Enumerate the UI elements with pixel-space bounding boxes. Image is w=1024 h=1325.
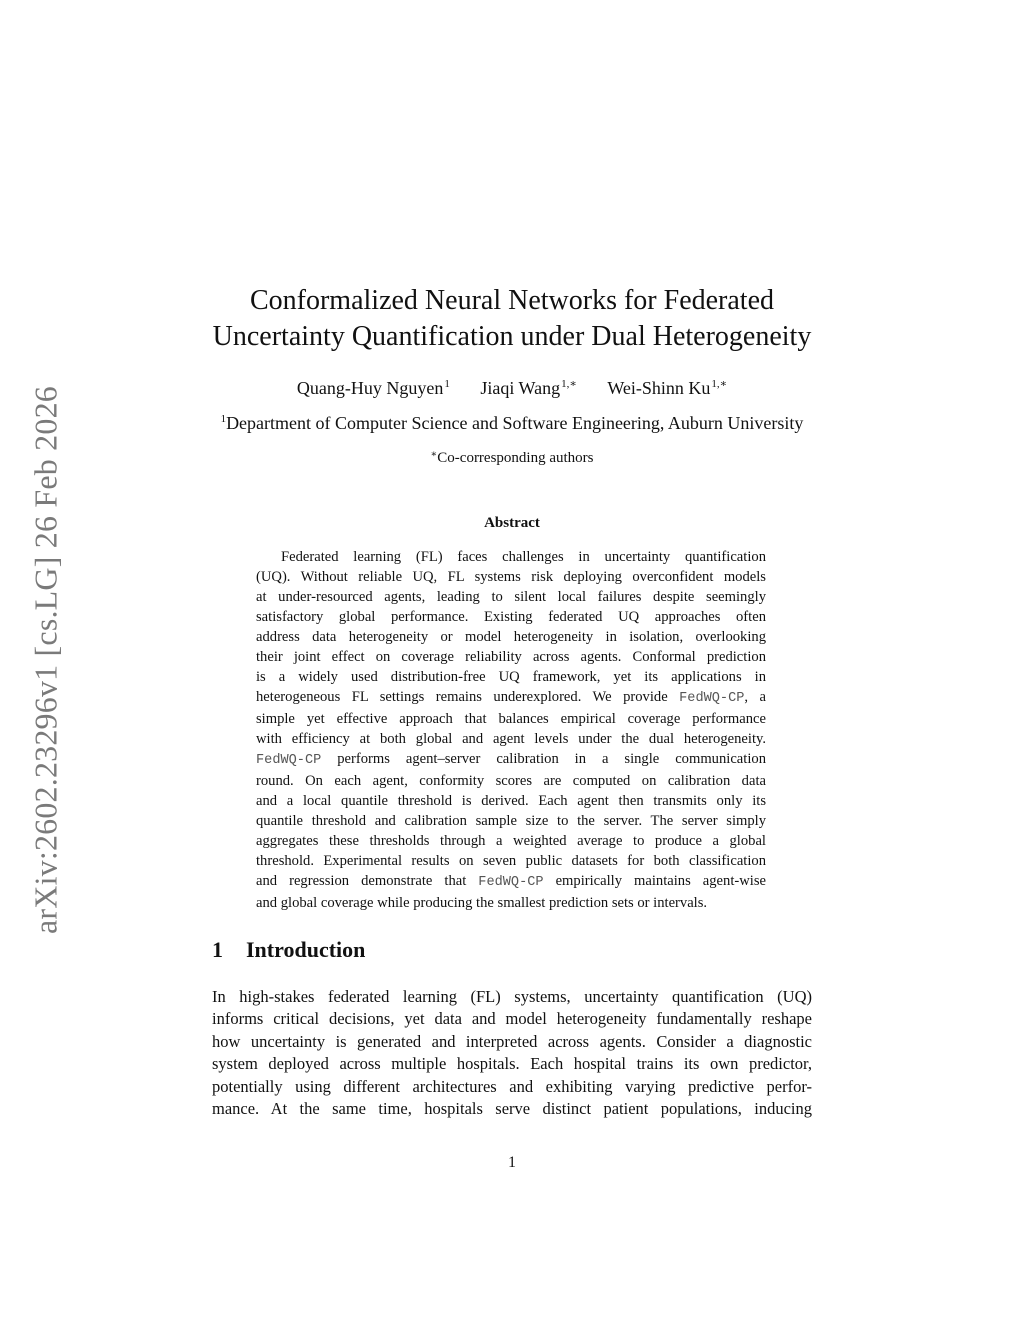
abstract-line: address data heterogeneity or model heterogeneity in isolation, overlooking [256, 629, 766, 645]
paper-title [0, 283, 1024, 355]
abstract-text: heterogeneous FL settings remains underexplored. We provide [256, 689, 680, 705]
abstract-line: simple yet effective approach that balances empirical coverage performance [256, 711, 766, 727]
author-nguyen [297, 378, 450, 399]
author-name: Jiaqi Wang [480, 378, 561, 398]
abstract-heading: Abstract [484, 515, 540, 531]
intro-line: system deployed across multiple hospitals. Each hospital trains its own predictor, [212, 1054, 812, 1074]
intro-line: how uncertainty is generated and interpreted across agents. Consider a diagnostic [212, 1031, 812, 1051]
corresponding-mark: ∗ [430, 449, 438, 460]
abstract-line: and a local quantile threshold is derived. Each agent then transmits only its [256, 793, 766, 809]
affiliation [0, 413, 1024, 434]
section-heading-introduction [212, 937, 365, 963]
abstract-text: and regression demonstrate that [256, 873, 479, 889]
author-name: Wei-Shinn Ku [607, 378, 711, 398]
arxiv-identifier: arXiv:2602.23296v1 [cs.LG] 26 Feb 2026 [27, 386, 64, 934]
abstract-body [256, 547, 766, 913]
corresponding-text: Co-corresponding authors [437, 450, 594, 466]
author-affil-mark: 1 [444, 378, 450, 390]
author-list [0, 377, 1024, 399]
abstract-line: with efficiency at both global and agent levels under the dual heterogeneity. [256, 731, 766, 747]
abstract-line: Federated learning (FL) faces challenges in uncertainty quantification [281, 549, 766, 565]
abstract-line: round. On each agent, conformity scores are computed on calibration data [256, 773, 766, 789]
intro-line: In high-stakes federated learning (FL) systems, uncertainty quantification (UQ) [212, 987, 812, 1006]
page-number: 1 [508, 1154, 516, 1171]
method-name: FedWQ-CP [478, 875, 544, 890]
method-name: FedWQ-CP [256, 753, 322, 768]
section-number: 1 [212, 937, 223, 962]
abstract-line: at under-resourced agents, leading to silent local failures despite seemingly [256, 589, 766, 605]
abstract-line: (UQ). Without reliable UQ, FL systems risk deploying overconfident models [256, 569, 766, 585]
author-ku [607, 377, 727, 399]
abstract-line: threshold. Experimental results on seven public datasets for both classification [256, 853, 766, 869]
intro-line: mance. At the same time, hospitals serve distinct patient populations, inducing [212, 1099, 812, 1119]
abstract-line [256, 687, 766, 709]
abstract-line: quantile threshold and calibration sample size to the server. The server simply [256, 813, 766, 829]
abstract-line [256, 871, 766, 893]
author-affil-mark: 1,∗ [711, 378, 728, 390]
abstract-line: their joint effect on coverage reliability across agents. Conformal prediction [256, 649, 766, 665]
intro-line: informs critical decisions, yet data and model heterogeneity fundamentally reshape [212, 1009, 812, 1029]
title-line-2: Uncertainty Quantification under Dual Heterogeneity [212, 321, 812, 352]
abstract-text: empirically maintains agent-wise [543, 873, 766, 889]
section-title: Introduction [246, 937, 366, 962]
author-affil-mark: 1,∗ [561, 378, 577, 390]
abstract-line [256, 749, 766, 771]
abstract-line: satisfactory global performance. Existing federated UQ approaches often [256, 609, 766, 625]
title-line-1: Conformalized Neural Networks for Federated [249, 285, 775, 316]
abstract-line: and global coverage while producing the smallest prediction sets or intervals. [256, 895, 708, 911]
corresponding-note [0, 449, 1024, 467]
abstract-line: aggregates these thresholds through a weighted average to produce a global [256, 833, 766, 849]
author-wang [480, 377, 576, 399]
author-name: Quang-Huy Nguyen [296, 378, 444, 398]
intro-line: potentially using different architectures and exhibiting varying predictive perfor- [212, 1076, 812, 1096]
abstract-text: , a [744, 689, 766, 705]
introduction-body [212, 986, 812, 1120]
affiliation-text: Department of Computer Science and Software Engineering, Auburn University [226, 413, 804, 433]
method-name: FedWQ-CP [679, 691, 745, 706]
abstract-text: performs agent–server calibration in a single communication [321, 751, 766, 767]
abstract-line: is a widely used distribution-free UQ framework, yet its applications in [256, 669, 766, 685]
affiliation-mark: 1 [220, 413, 227, 425]
